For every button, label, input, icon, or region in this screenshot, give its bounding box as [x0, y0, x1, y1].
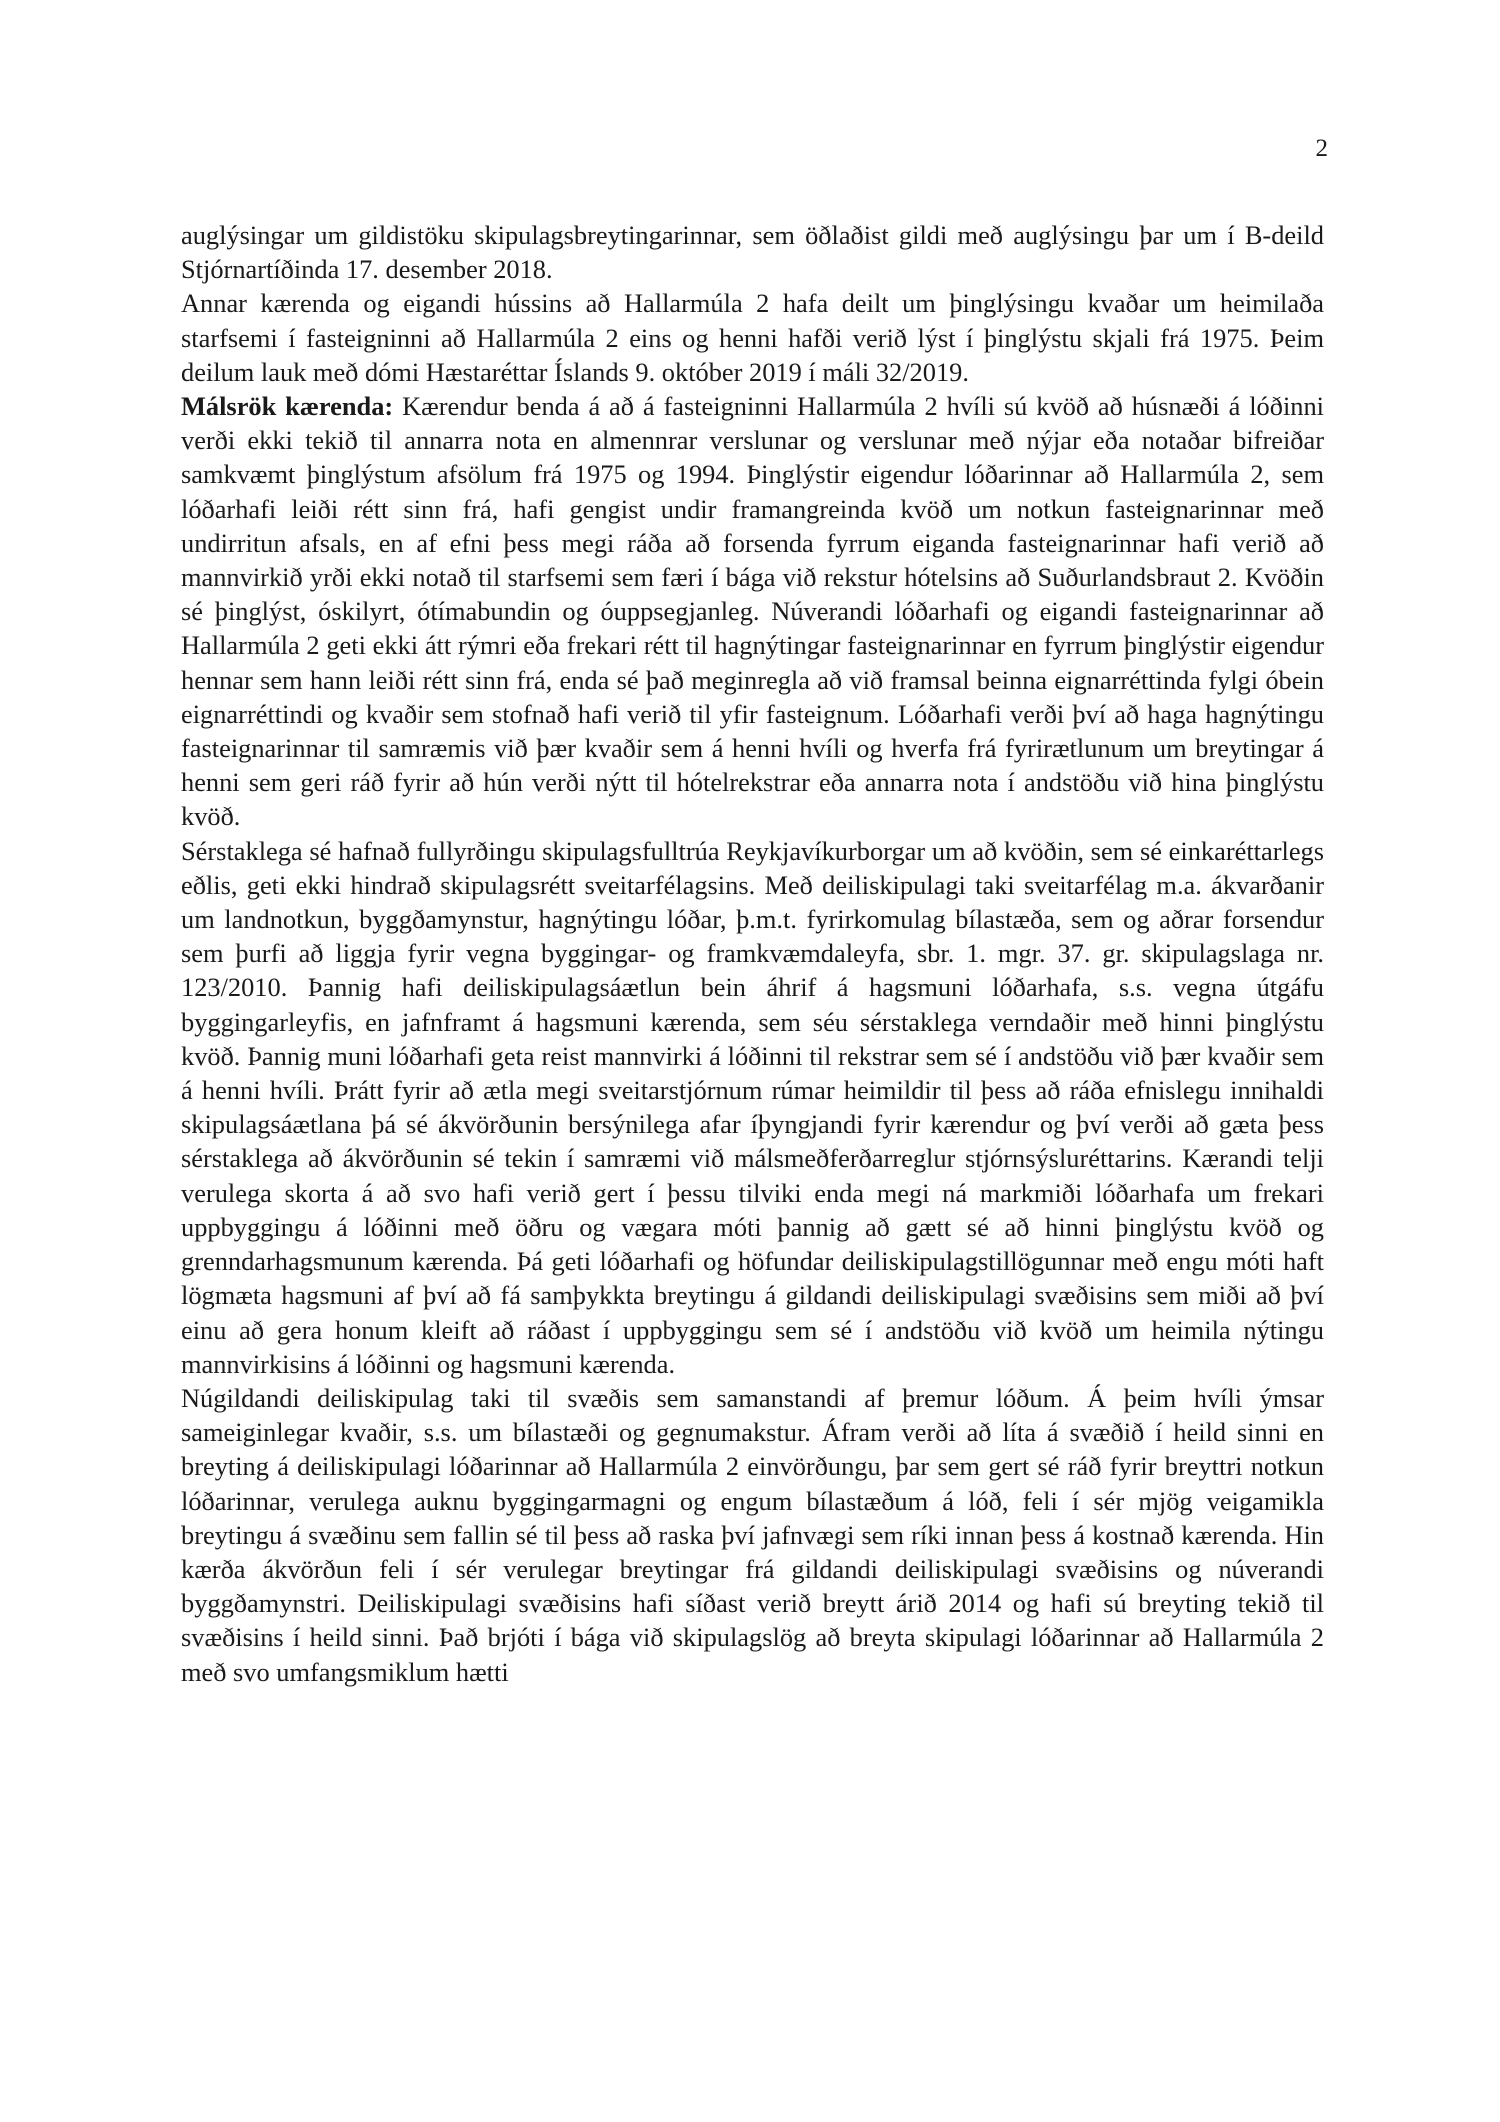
page-number: 2 [1315, 135, 1328, 162]
paragraph-2: Annar kærenda og eigandi hússins að Hallarmúla 2 hafa deilt um þinglýsingu kvaðar um heimilaða starfsemi í fasteigninni að Hallarmúla 2 eins og henni hafði verið lýst í þinglýstu skjali frá 1975. Þeim deilum lauk með dómi Hæstaréttar Íslands 9. október 2019 í máli 32/2019. [181, 288, 1324, 387]
section-heading-malsrok-kaerenda: Málsrök kærenda: [181, 391, 394, 422]
paragraph-1: auglýsingar um gildistöku skipulagsbreytingarinnar, sem öðlaðist gildi með auglýsingu þar um í B-deild Stjórnartíðinda 17. desember 2018. [181, 220, 1324, 285]
paragraph-5: Núgildandi deiliskipulag taki til svæðis sem samanstandi af þremur lóðum. Á þeim hvíli ýmsar sameiginlegar kvaðir, s.s. um bílastæði og gegnumakstur. Áfram verði að líta á svæðið í heild sinni en breyting á deiliskipulagi lóðarinnar að Hallarmúla 2 einvörðungu, þar sem gert sé ráð fyrir breyttri notkun lóðarinnar, verulega auknu byggingarmagni og engum bílastæðum á lóð, feli í sér mjög veigamikla breytingu á svæðinu sem fallin sé til þess að raska því jafnvægi sem ríki innan þess á kostnað kærenda. Hin kærða ákvörðun feli í sér verulegar breytingar frá gildandi deiliskipulagi svæðisins og núverandi byggðamynstri. Deiliskipulagi svæðisins hafi síðast verið breytt árið 2014 og hafi sú breyting tekið til svæðisins í heild sinni. Það brjóti í bága við skipulagslög að breyta skipulagi lóðarinnar að Hallarmúla 2 með svo umfangsmiklum hætti [181, 1382, 1324, 1687]
page-body [181, 218, 1324, 1689]
paragraph-3 [181, 389, 1324, 834]
paragraph-4: Sérstaklega sé hafnað fullyrðingu skipulagsfulltrúa Reykjavíkurborgar um að kvöðin, sem sé einkaréttarlegs eðlis, geti ekki hindrað skipulagsrétt sveitarfélagsins. Með deiliskipulagi taki sveitarfélag m.a. ákvarðanir um landnotkun, byggðamynstur, hagnýtingu lóðar, þ.m.t. fyrirkomulag bílastæða, sem og aðrar forsendur sem þurfi að liggja fyrir vegna byggingar- og framkvæmdaleyfa, sbr. 1. mgr. 37. gr. skipulagslaga nr. 123/2010. Þannig hafi deiliskipulagsáætlun bein áhrif á hagsmuni lóðarhafa, s.s. vegna útgáfu byggingarleyfis, en jafnframt á hagsmuni kærenda, sem séu sérstaklega verndaðir með hinni þinglýstu kvöð. Þannig muni lóðarhafi geta reist mannvirki á lóðinni til rekstrar sem sé í andstöðu við þær kvaðir sem á henni hvíli. Þrátt fyrir að ætla megi sveitarstjórnum rúmar heimildir til þess að ráða efnislegu innihaldi skipulagsáætlana þá sé ákvörðunin bersýnilega afar íþyngjandi fyrir kærendur og því verði að gæta þess sérstaklega að ákvörðunin sé tekin í samræmi við málsmeðferðarreglur stjórnsýsluréttarins. Kærandi telji verulega skorta á að svo hafi verið gert í þessu tilviki enda megi ná markmiði lóðarhafa um frekari uppbyggingu á lóðinni með öðru og vægara móti þannig að gætt sé að hinni þinglýstu kvöð og grenndarhagsmunum kærenda. Þá geti lóðarhafi og höfundar deiliskipulagstillögunnar með engu móti haft lögmæta hagsmuni af því að fá samþykkta breytingu á gildandi deiliskipulagi svæðisins sem miði að því einu að gera honum kleift að ráðast í uppbyggingu sem sé í andstöðu við kvöð um heimila nýtingu mannvirkisins á lóðinni og hagsmuni kærenda. [181, 835, 1324, 1379]
paragraph-3-body: Kærendur benda á að á fasteigninni Hallarmúla 2 hvíli sú kvöð að húsnæði á lóðinni verði ekki tekið til annarra nota en almennrar verslunar og verslunar með nýjar eða notaðar bifreiðar samkvæmt þinglýstum afsölum frá 1975 og 1994. Þinglýstir eigendur lóðarinnar að Hallarmúla 2, sem lóðarhafi leiði rétt sinn frá, hafi gengist undir framangreinda kvöð um notkun fasteignarinnar með undirritun afsals, en af efni þess megi ráða að forsenda fyrrum eiganda fasteignarinnar hafi verið að mannvirkið yrði ekki notað til starfsemi sem færi í bága við rekstur hótelsins að Suðurlandsbraut 2. Kvöðin sé þinglýst, óskilyrt, ótímabundin og óuppsegjanleg. Núverandi lóðarhafi og eigandi fasteignarinnar að Hallarmúla 2 geti ekki átt rýmri eða frekari rétt til hagnýtingar fasteignarinnar en fyrrum þinglýstir eigendur hennar sem hann leiði rétt sinn frá, enda sé það meginregla að við framsal beinna eignarréttinda fylgi óbein eignarréttindi og kvaðir sem stofnað hafi verið til yfir fasteignum. Lóðarhafi verði því að haga hagnýtingu fasteignarinnar til samræmis við þær kvaðir sem á henni hvíli og hverfa frá fyrirætlunum um breytingar á henni sem geri ráð fyrir að hún verði nýtt til hótelrekstrar eða annarra nota í andstöðu við hina þinglýstu kvöð. [181, 391, 1324, 832]
